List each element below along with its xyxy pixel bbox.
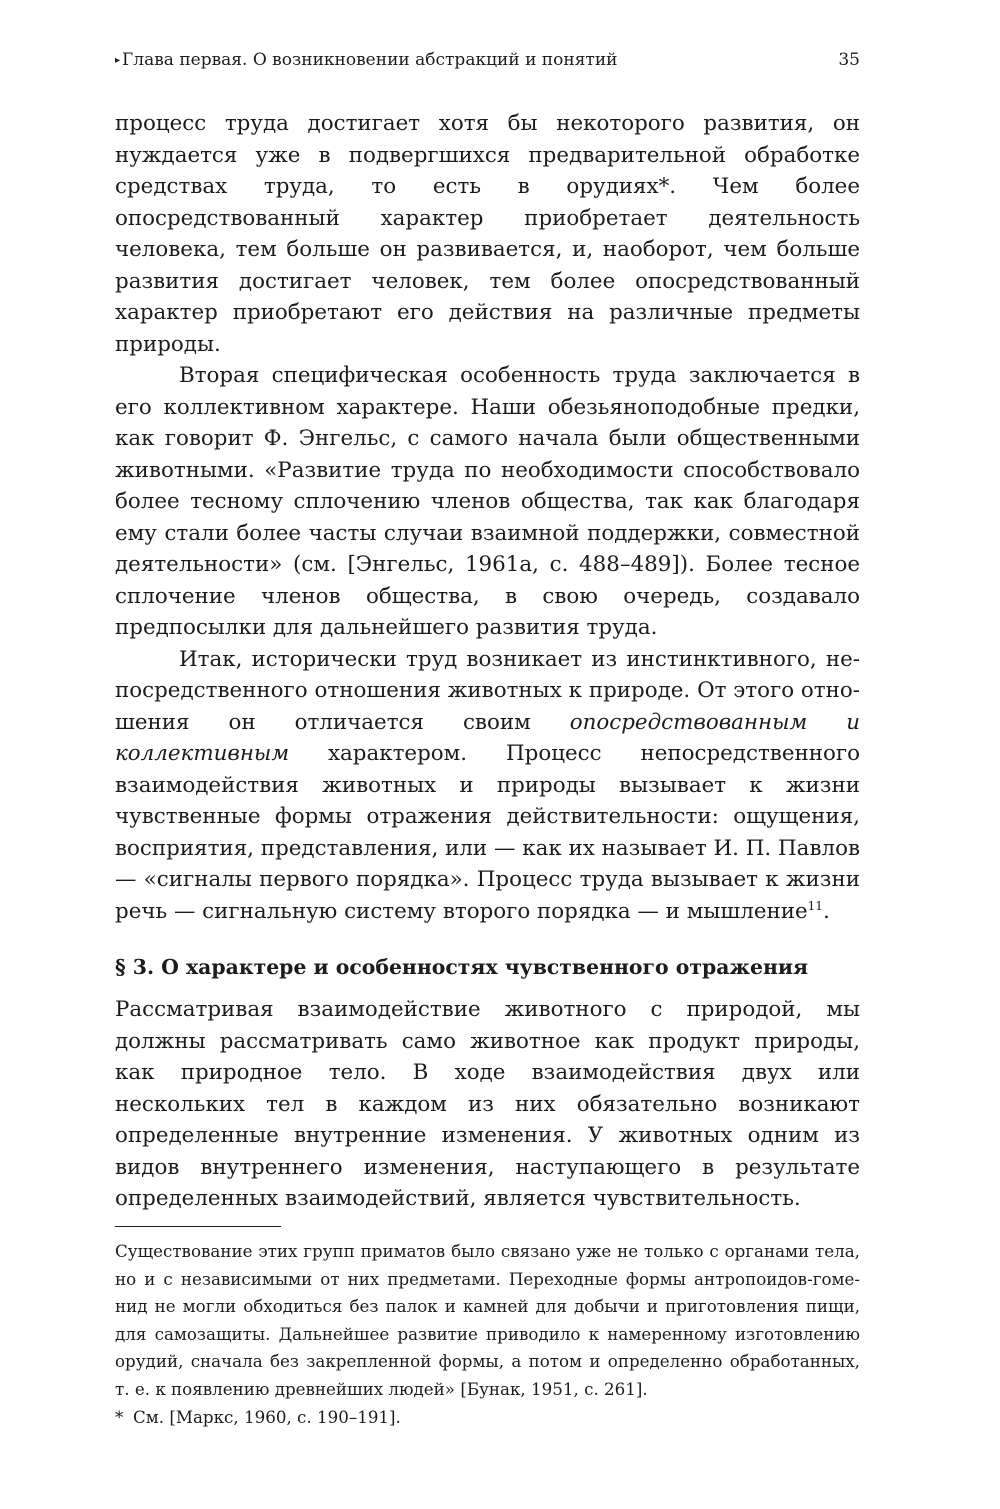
paragraph-text: характером. Процесс непосредственного взаимодействия животных и природы вызывает к жизни чувственные формы отражения действительности: ощущения, восприятия, представления, или — как их называет И. П. Павлов — «сигналы первого порядка». Процесс труда вызывает к жизни речь — сигнальную систему второго порядка — и мышление	[115, 741, 860, 924]
paragraph	[115, 644, 860, 928]
emphasis-text: опосредствованным и коллективным	[115, 709, 860, 766]
paragraph: Рассматривая взаимодействие животного с природой, мы должны рассматривать само животное как продукт природы, как природное тело. В ходе взаимодействия двух или нескольких тел в каждом из них обязательно возникают определенные внутренние изменения. У животных одним из видов внутреннего изменения, наступающего в результате определенных взаимодействий, является чувствительность.	[115, 997, 860, 1211]
body-text	[115, 108, 860, 927]
footnote-star	[115, 1404, 860, 1432]
section-heading: § 3. О характере и особенностях чувственного отражения	[115, 955, 809, 979]
footnotes	[115, 1238, 860, 1431]
chapter-title: ▸ Глава первая. О возникновении абстракций и понятий	[115, 50, 618, 70]
footnote-ref[interactable]: 11	[807, 898, 823, 913]
paragraph-end: .	[822, 898, 830, 924]
section-body	[115, 994, 860, 1215]
footnote-divider	[115, 1226, 281, 1227]
footnote-star-mark: *	[115, 1406, 124, 1427]
footnote-continuation: Существование этих групп приматов было связано уже не только с органами тела, но и с независимыми от них предметами. Переходные формы антропоидов-гоменид не могли обходиться без палок и камней для добычи и приготовления пищи, для самозащиты. Дальнейшее развитие приводило к намеренному изготовлению орудий, сначала без закрепленной формы, а потом и определенно обработанных, т. е. к появлению древнейших людей» [Бунак, 1951, с. 261].	[115, 1241, 860, 1399]
paragraph-text: Итак, исторически труд возникает из инстинктивного, непосредственного отношения животных к природе. От этого отношения он отличается своим	[115, 646, 860, 735]
paragraph: процесс труда достигает хотя бы некоторого развития, он нуждается уже в подвергшихся предварительной обработке средствах труда, то есть в орудиях*. Чем более опосредствованный характер приобретает деятельность человека, тем больше он развивается, и, наоборот, чем больше развития достигает человек, тем более опосредствованный характер приобретают его действия на различные предметы природы.	[115, 111, 860, 357]
page-number: 35	[838, 50, 860, 70]
footnote-star-text: См. [Маркс, 1960, с. 190–191].	[133, 1406, 401, 1427]
paragraph: Вторая специфическая особенность труда заключается в его коллективном характере. Наши обезьяноподобные предки, как говорит Ф. Энгельс, с самого начала были общественными животными. «Развитие труда по необходимости способствовало более тесному сплочению членов общества, так как благодаря ему стали более часты случаи взаимной поддержки, совместной деятельности» (см. [Энгельс, 1961а, с. 488–489]). Более тесное сплочение членов общества, в свою очередь, создавало предпосылки для дальнейшего развития труда.	[115, 363, 860, 640]
running-head	[115, 50, 860, 70]
